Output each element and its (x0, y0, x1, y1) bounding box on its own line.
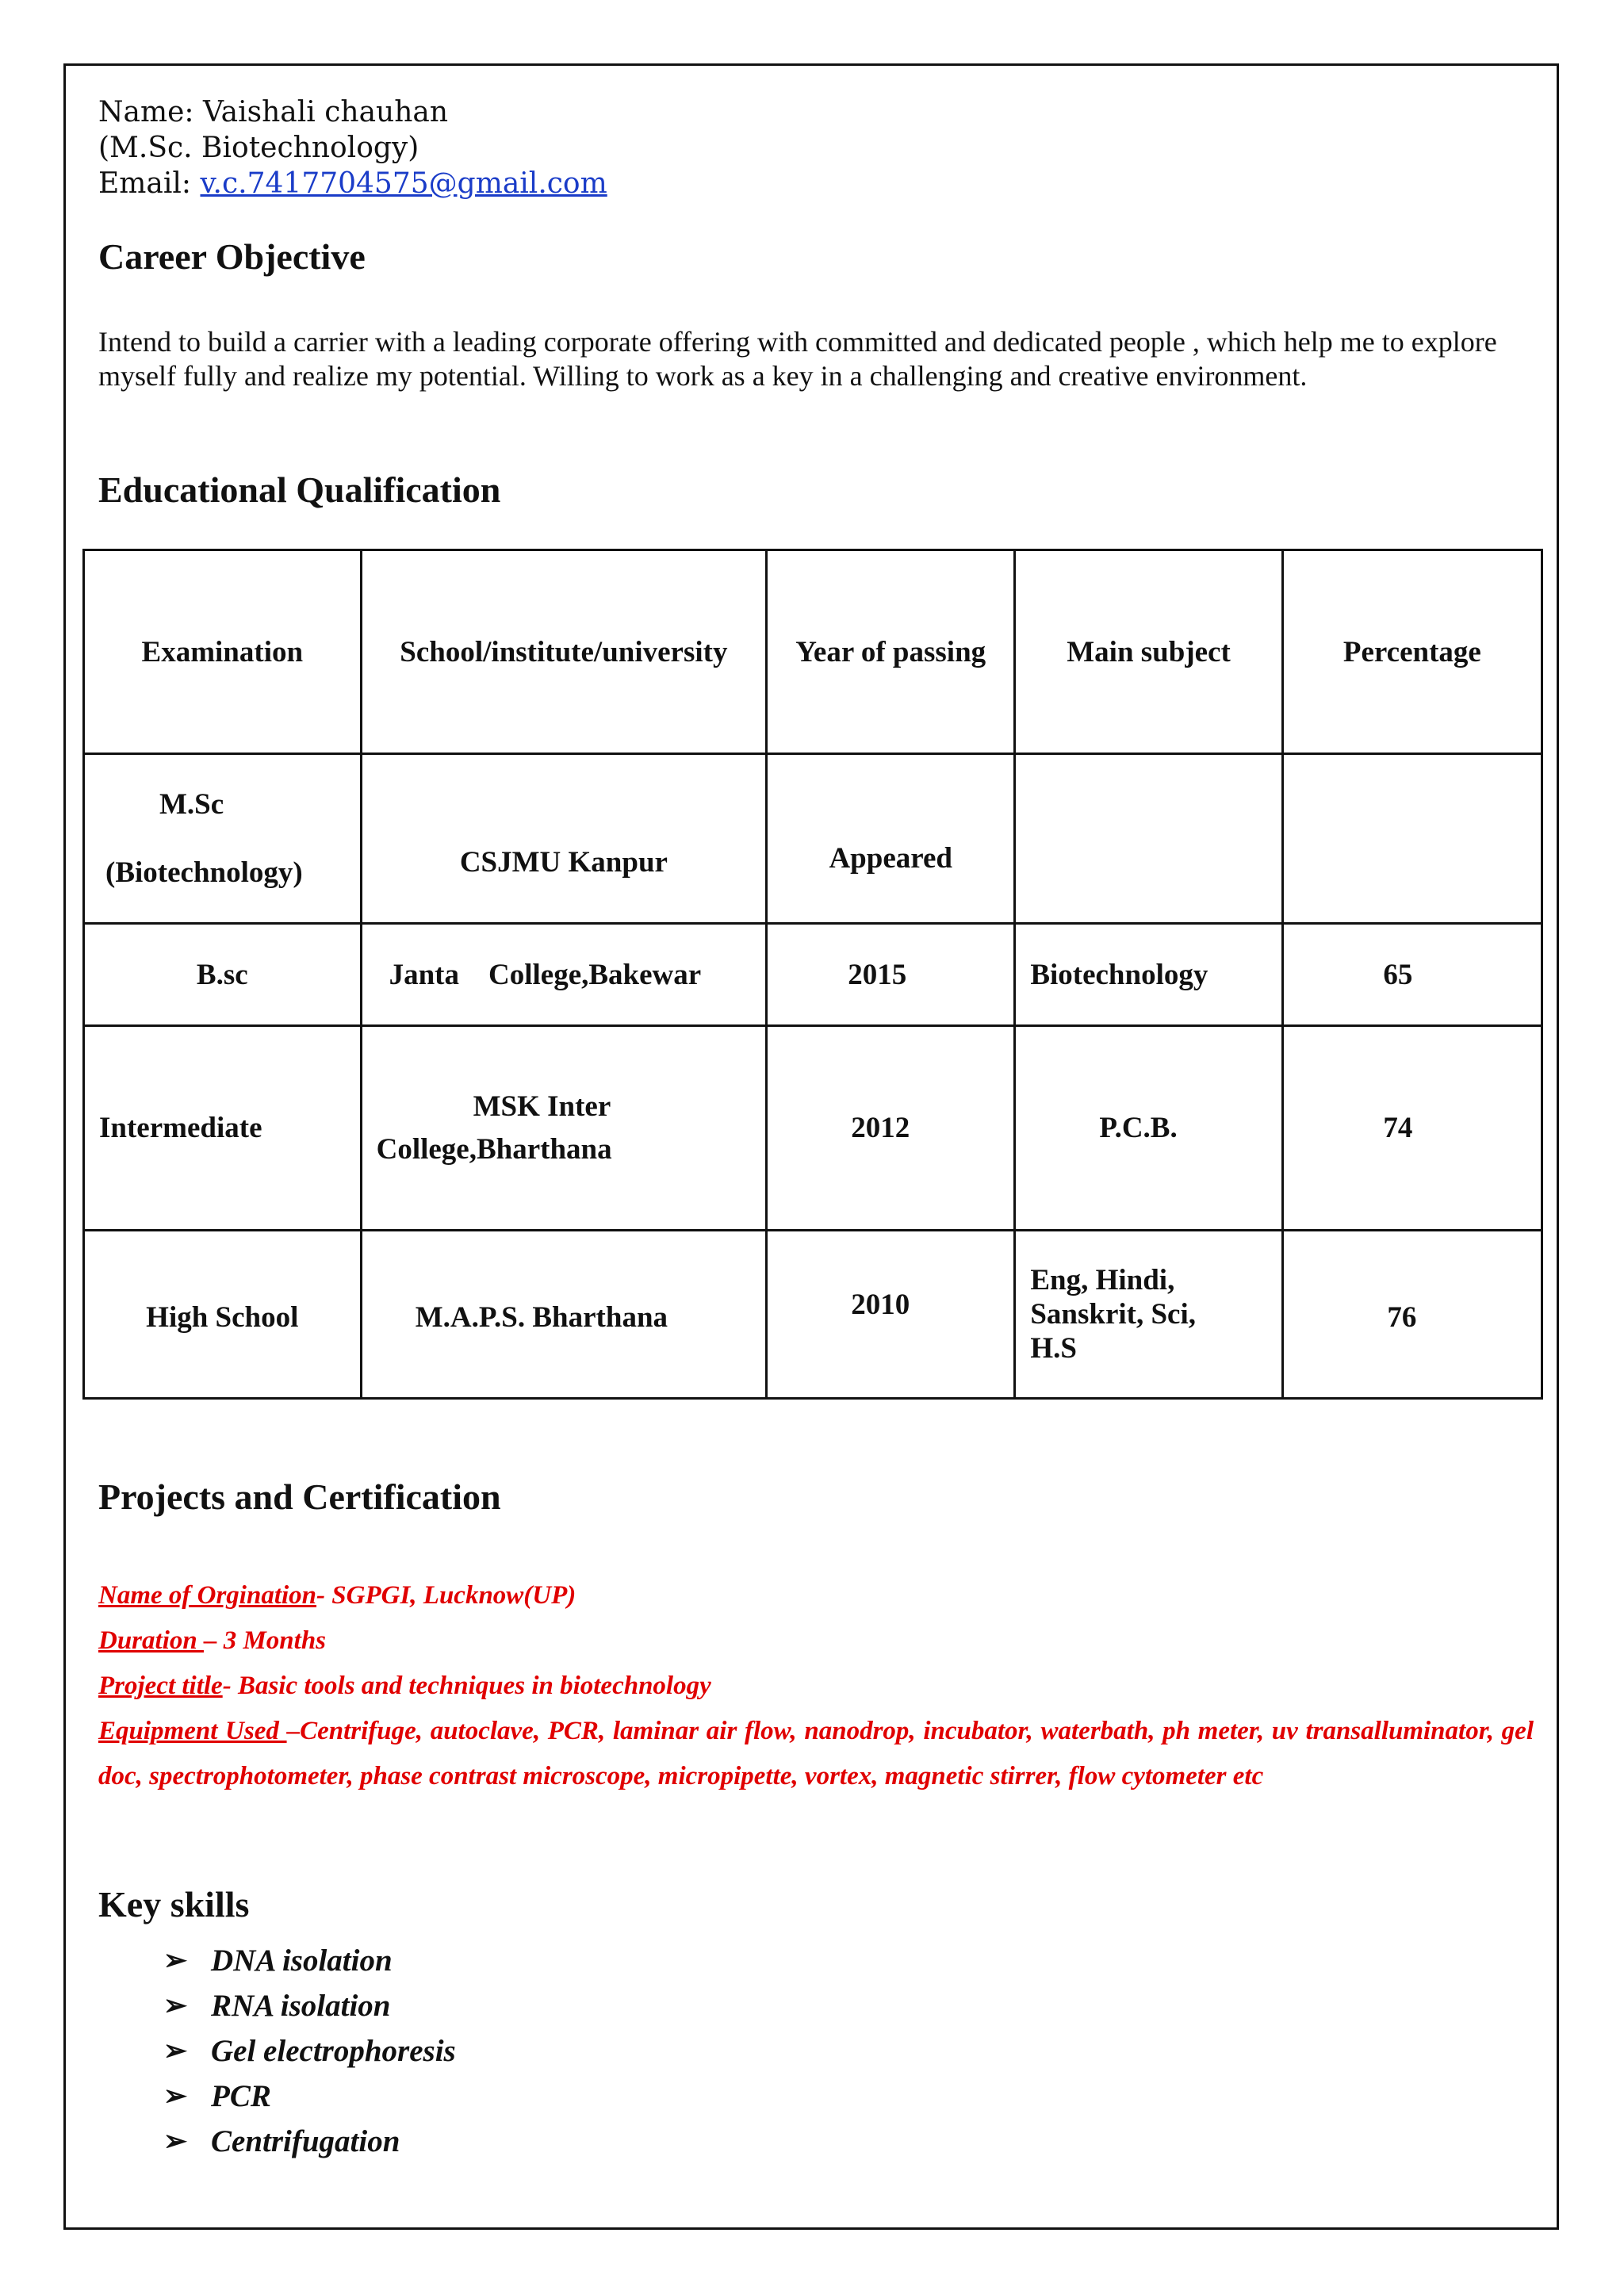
school-cell: Janta College,Bakewar (361, 924, 767, 1026)
projects-heading: Projects and Certification (98, 1476, 501, 1517)
school-line: MSK Inter (473, 1090, 611, 1123)
list-item (163, 2028, 456, 2074)
table-row (84, 1231, 1542, 1399)
arrow-bullet-icon: ➢ (163, 2035, 188, 2066)
candidate-degree: (M.Sc. Biotechnology) (98, 132, 419, 164)
header-year: Year of passing (767, 550, 1015, 754)
skill-label: RNA isolation (211, 1989, 391, 2023)
year-cell: 2010 (767, 1231, 1015, 1399)
email-link[interactable]: v.c.7417704575@gmail.com (200, 167, 607, 200)
skill-label: PCR (211, 2079, 271, 2113)
list-item (163, 1983, 456, 2028)
exam-cell (84, 754, 362, 924)
subject-line: Sanskrit, Sci, (1030, 1298, 1196, 1331)
org-value: - SGPGI, Lucknow(UP) (316, 1581, 576, 1610)
arrow-bullet-icon: ➢ (163, 1944, 188, 1976)
year-cell: Appeared (767, 754, 1015, 924)
career-objective-text: Intend to build a carrier with a leading corporate offering with committed and dedicated people , which help me to explore myself fully and realize my potential. Willing to work as a key in a challenging and creative environment. (98, 326, 1497, 392)
header-examination: Examination (84, 550, 362, 754)
school-cell (361, 1026, 767, 1231)
key-skills-heading: Key skills (98, 1884, 250, 1924)
email-line (98, 167, 607, 201)
arrow-bullet-icon: ➢ (163, 2080, 188, 2112)
year-cell: 2015 (767, 924, 1015, 1026)
arrow-bullet-icon: ➢ (163, 1990, 188, 2021)
school-cell: CSJMU Kanpur (361, 754, 767, 924)
org-label: Name of Orgination (98, 1581, 317, 1610)
percentage-cell: 74 (1282, 1026, 1542, 1231)
percentage-cell: 76 (1282, 1231, 1542, 1399)
duration-line (98, 1618, 1534, 1664)
exam-cell: High School (84, 1231, 362, 1399)
school-line: College,Bharthana (376, 1132, 612, 1166)
subject-cell (1015, 754, 1282, 924)
key-skills-list (163, 1938, 456, 2164)
table-row (84, 924, 1542, 1026)
education-heading: Educational Qualification (98, 469, 501, 510)
exam-cell: Intermediate (84, 1026, 362, 1231)
project-title-label: Project title (98, 1672, 223, 1700)
subject-cell: Biotechnology (1015, 924, 1282, 1026)
table-header-row (84, 550, 1542, 754)
subject-cell: P.C.B. (1015, 1026, 1282, 1231)
skill-label: Centrifugation (211, 2124, 400, 2158)
education-table (82, 549, 1543, 1400)
table-row (84, 754, 1542, 924)
project-title-line (98, 1664, 1534, 1709)
project-title-value: - Basic tools and techniques in biotechnology (222, 1672, 711, 1700)
duration-value: – 3 Months (203, 1626, 327, 1655)
list-item (163, 1938, 456, 1983)
table-row (84, 1026, 1542, 1231)
exam-line: M.Sc (159, 787, 224, 821)
subject-line: H.S (1030, 1332, 1077, 1365)
school-cell: M.A.P.S. Bharthana (361, 1231, 767, 1399)
subject-cell (1015, 1231, 1282, 1399)
skill-label: Gel electrophoresis (211, 2034, 456, 2068)
exam-cell: B.sc (84, 924, 362, 1026)
percentage-cell: 65 (1282, 924, 1542, 1026)
duration-label: Duration (98, 1626, 204, 1655)
equipment-value: –Centrifuge, autoclave, PCR, laminar air flow, nanodrop, incubator, waterbath, ph meter, uv transalluminator, gel doc, spectrophotometer, phase contrast microscope, micropipette, vortex, magnetic stirrer, flow cytometer etc (98, 1717, 1534, 1790)
year-cell: 2012 (767, 1026, 1015, 1231)
equipment-line (98, 1709, 1534, 1799)
org-line (98, 1573, 1534, 1618)
header-subject: Main subject (1015, 550, 1282, 754)
career-objective-heading: Career Objective (98, 236, 366, 277)
header-school: School/institute/university (361, 550, 767, 754)
list-item (163, 2074, 456, 2119)
exam-line: (Biotechnology) (105, 856, 303, 889)
header-percentage: Percentage (1282, 550, 1542, 754)
email-label: Email: (98, 167, 201, 200)
projects-details (98, 1573, 1534, 1799)
arrow-bullet-icon: ➢ (163, 2125, 188, 2157)
list-item (163, 2119, 456, 2164)
skill-label: DNA isolation (211, 1944, 393, 1978)
candidate-name: Name: Vaishali chauhan (98, 96, 449, 128)
equipment-label: Equipment Used (98, 1717, 287, 1745)
subject-line: Eng, Hindi, (1030, 1264, 1175, 1296)
percentage-cell (1282, 754, 1542, 924)
